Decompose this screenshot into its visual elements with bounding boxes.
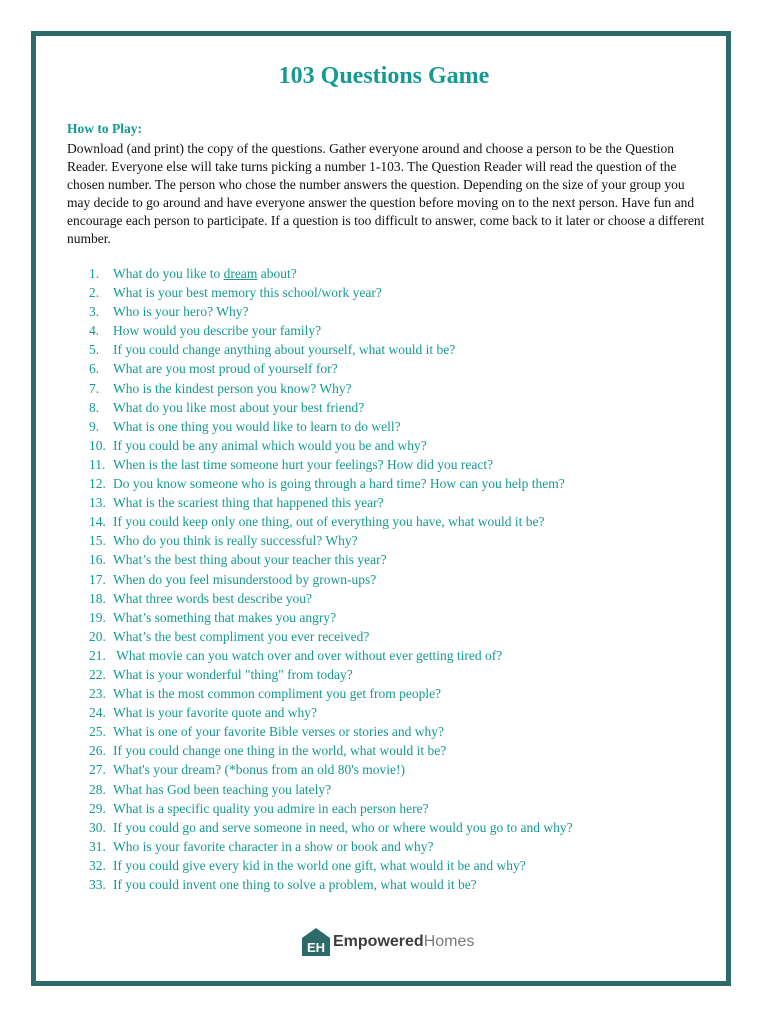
- question-text: What is your best memory this school/work year?: [113, 285, 382, 301]
- question-number: 30.: [89, 819, 106, 835]
- question-item: [89, 646, 573, 665]
- logo-wordmark: [333, 933, 474, 951]
- question-item: [89, 665, 573, 684]
- question-text-start: What do you like to: [113, 266, 224, 281]
- question-number: 25.: [89, 724, 106, 740]
- question-item: [89, 531, 573, 550]
- question-text: Who is your favorite character in a show or book and why?: [113, 838, 434, 854]
- question-text: If you could give every kid in the world one gift, what would it be and why?: [113, 857, 526, 873]
- question-text: If you could change anything about yourself, what would it be?: [113, 342, 456, 358]
- question-item: [89, 379, 573, 398]
- question-text: When do you feel misunderstood by grown-ups?: [113, 571, 377, 587]
- question-text: What is your wonderful "thing" from today?: [113, 666, 353, 682]
- question-text: Who do you think is really successful? Why?: [113, 533, 358, 549]
- question-text: What is the most common compliment you get from people?: [113, 686, 442, 702]
- question-text: What three words best describe you?: [113, 590, 313, 606]
- logo-mark-letters: EH: [306, 940, 326, 955]
- question-number: 26.: [89, 743, 106, 759]
- question-number: 15.: [89, 533, 106, 549]
- logo-word-homes: Homes: [423, 933, 475, 950]
- question-number: 31.: [89, 838, 106, 854]
- page-title: 103 Questions Game: [278, 63, 490, 89]
- question-text: If you could be any animal which would you be and why?: [113, 437, 427, 453]
- question-number: 28.: [89, 781, 106, 797]
- question-text: What is the scariest thing that happened this year?: [113, 495, 384, 511]
- question-item: [89, 837, 573, 856]
- how-to-play-heading: How to Play:: [67, 121, 142, 136]
- question-item: [89, 741, 573, 760]
- question-item: [89, 493, 573, 512]
- question-underlined-word: dream: [223, 266, 258, 281]
- question-number: 16.: [89, 552, 106, 568]
- question-text: If you could keep only one thing, out of everything you have, what would it be?: [113, 514, 545, 530]
- questions-list: [89, 264, 573, 894]
- question-number: 29.: [89, 800, 106, 816]
- question-item: [89, 321, 573, 340]
- question-number: 14.: [89, 514, 106, 530]
- question-text: What is one of your favorite Bible verses or stories and why?: [113, 724, 445, 740]
- question-number: 9.: [89, 418, 100, 434]
- question-text: What is a specific quality you admire in each person here?: [113, 800, 429, 816]
- question-item: [89, 818, 573, 837]
- question-item: [89, 302, 573, 321]
- question-item: [89, 856, 573, 875]
- question-item: [89, 589, 573, 608]
- question-number: 2.: [89, 285, 100, 301]
- question-item: [89, 875, 573, 894]
- question-number: 8.: [89, 399, 100, 415]
- question-number: 24.: [89, 705, 106, 721]
- question-text: What’s the best thing about your teacher this year?: [113, 552, 387, 568]
- question-item: [89, 474, 573, 493]
- question-number: 21.: [89, 647, 106, 663]
- question-number: 5.: [89, 342, 100, 358]
- question-item: [89, 608, 573, 627]
- question-number: 12.: [89, 476, 106, 492]
- question-number: 13.: [89, 495, 106, 511]
- question-text: Do you know someone who is going through a hard time? How can you help them?: [113, 476, 565, 492]
- question-text: What’s something that makes you angry?: [113, 609, 337, 625]
- question-text: If you could invent one thing to solve a problem, what would it be?: [113, 877, 477, 892]
- question-number: 33.: [89, 877, 106, 892]
- question-item: [89, 340, 573, 359]
- question-item: [89, 627, 573, 646]
- how-to-play-text: Download (and print) the copy of the questions. Gather everyone around and choose a person to be the Question Reader. Everyone else will take turns picking a number 1-103. The Question Reader will read the question of the chosen number. The person who chose the number answers the question. Depending on the size of your group you may decide to go around and have everyone answer the question before moving on to the next person. Have fun and encourage each person to participate. If a question is too difficult to answer, come back to it later or choose a different number.: [67, 141, 705, 246]
- question-text: If you could change one thing in the world, what would it be?: [113, 743, 447, 759]
- question-number: 7.: [89, 380, 100, 396]
- question-text: How would you describe your family?: [113, 323, 322, 339]
- question-number: 23.: [89, 686, 106, 702]
- question-item: [89, 359, 573, 378]
- question-number: 18.: [89, 590, 106, 606]
- question-text: What movie can you watch over and over without ever getting tired of?: [113, 647, 503, 663]
- question-item: [89, 760, 573, 779]
- question-text: What are you most proud of yourself for?: [113, 361, 338, 377]
- question-item: [89, 722, 573, 741]
- question-text: What's your dream? (*bonus from an old 80's movie!): [113, 762, 406, 778]
- question-text: What has God been teaching you lately?: [113, 781, 332, 797]
- question-text: What is your favorite quote and why?: [113, 705, 317, 721]
- question-text-end: about?: [257, 266, 297, 281]
- question-number: 3.: [89, 304, 100, 320]
- question-number: 17.: [89, 571, 106, 587]
- empowered-homes-logo: [301, 927, 481, 957]
- question-text: What’s the best compliment you ever received?: [113, 628, 370, 644]
- question-item: [89, 417, 573, 436]
- question-number: 4.: [89, 323, 100, 339]
- question-text: Who is the kindest person you know? Why?: [113, 380, 352, 396]
- question-item: [89, 780, 573, 799]
- question-item: [89, 799, 573, 818]
- question-number: 32.: [89, 857, 106, 873]
- question-text: What is one thing you would like to learn to do well?: [113, 418, 401, 434]
- question-number: 11.: [89, 456, 106, 472]
- question-number: 10.: [89, 437, 106, 453]
- question-item: [89, 398, 573, 417]
- question-text: When is the last time someone hurt your feelings? How did you react?: [113, 456, 494, 472]
- question-item: [89, 512, 573, 531]
- question-number: 20.: [89, 628, 106, 644]
- question-item: [89, 283, 573, 302]
- question-item: [89, 550, 573, 569]
- question-item: [89, 436, 573, 455]
- question-number: 6.: [89, 361, 100, 377]
- question-number: 22.: [89, 666, 106, 682]
- question-item: [89, 264, 573, 283]
- question-number: 19.: [89, 609, 106, 625]
- question-number: 1.: [89, 266, 100, 281]
- question-text: Who is your hero? Why?: [113, 304, 249, 320]
- question-text: What do you like most about your best friend?: [113, 399, 365, 415]
- question-text: If you could go and serve someone in need, who or where would you go to and why?: [113, 819, 573, 835]
- question-number: 27.: [89, 762, 106, 778]
- question-item: [89, 570, 573, 589]
- house-logo-icon: [301, 927, 331, 957]
- question-item: [89, 684, 573, 703]
- question-item: [89, 703, 573, 722]
- logo-word-empowered: Empowered: [333, 933, 424, 950]
- question-item: [89, 455, 573, 474]
